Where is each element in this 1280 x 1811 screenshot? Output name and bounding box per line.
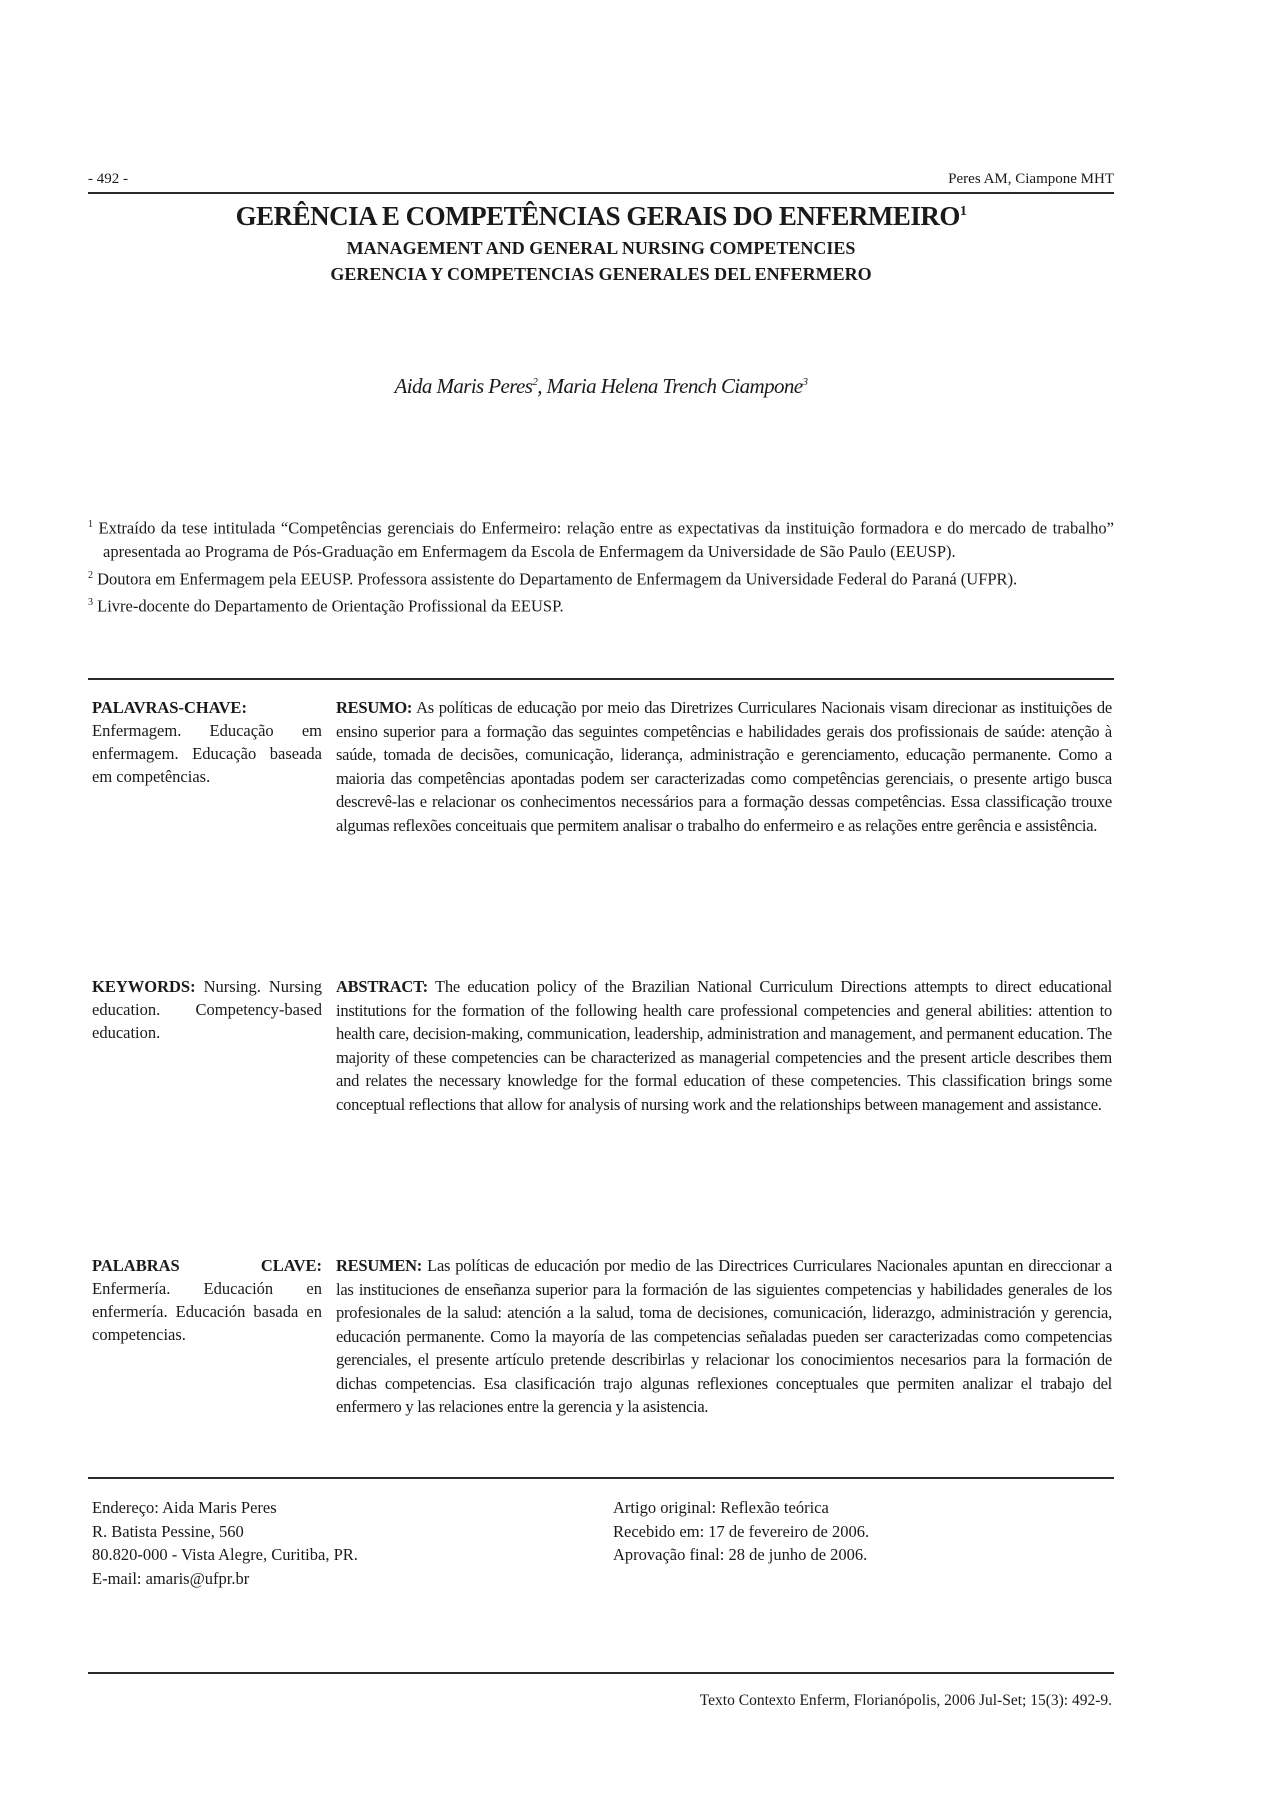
- footnote-text: Livre-docente do Departamento de Orientação Profissional da EEUSP.: [97, 596, 564, 616]
- approval-date: Aprovação final: 28 de junho de 2006.: [613, 1545, 868, 1564]
- section-divider: [88, 678, 1114, 680]
- correspondence-address: [92, 1496, 358, 1590]
- author-1-marker: 2: [532, 376, 538, 388]
- footnote: [88, 564, 1114, 591]
- abstract-es-label: RESUMEN:: [336, 1256, 423, 1275]
- journal-citation: Texto Contexto Enferm, Florianópolis, 2006 Jul-Set; 15(3): 492-9.: [699, 1692, 1112, 1709]
- author-1: Aida Maris Peres: [394, 374, 533, 398]
- footnote-text: Extraído da tese intitulada “Competências gerenciais do Enfermeiro: relação entre as expectativas da instituição formadora e do mercado de trabalho” apresentada ao Programa de Pós-Graduação em Enfermagem da Escola de Enfermagem da Universidade de São Paulo (EEUSP).: [98, 518, 1114, 561]
- keywords-es: [92, 1254, 322, 1346]
- email-line: E-mail: amaris@ufpr.br: [92, 1568, 250, 1588]
- abstract-pt: [336, 696, 1112, 837]
- author-line: [88, 374, 1114, 399]
- abstract-en-label: ABSTRACT:: [336, 977, 428, 996]
- address-line: R. Batista Pessine, 560: [92, 1521, 244, 1541]
- author-separator: ,: [537, 374, 547, 398]
- header-rule: [88, 192, 1114, 194]
- article-title: [88, 201, 1114, 232]
- keywords-en: [92, 975, 322, 1044]
- footnote-marker: 1: [88, 519, 93, 530]
- footnotes: [88, 513, 1114, 619]
- article-title-text: GERÊNCIA E COMPETÊNCIAS GERAIS DO ENFERMEIRO: [235, 201, 960, 231]
- keywords-pt-text: Enfermagem. Educação em enfermagem. Educação baseada em competências.: [92, 721, 322, 786]
- abstract-es-text: Las políticas de educación por medio de las Directrices Curriculares Nacionales apuntan en direccionar a las instituciones de enseñanza superior para la formación de las siguientes competencias y habilidades generales de los profesionales de la salud: atención a la salud, toma de decisiones, comunicación, liderazgo, administración y gerencia, educación permanente. Como la mayoría de las competencias señaladas pueden ser caracterizadas como competencias gerenciales, el presente artículo pretende describirlas y relacionar los conocimientos necesarios para la formación de dichas competencias. Esa clasificación trajo algunas reflexiones conceptuales que permiten analizar el trabajo del enfermero y las relaciones entre la gerencia y la asistencia.: [336, 1256, 1112, 1416]
- address-line: Endereço: Aida Maris Peres: [92, 1498, 277, 1517]
- article-info: [613, 1496, 869, 1567]
- keywords-pt-label: PALAVRAS-CHAVE:: [92, 698, 247, 717]
- abstract-en-text: The education policy of the Brazilian National Curriculum Directions attempts to direct educational institutions for the formation of the following health care professional competencies and general abilities: attention to health care, decision-making, communication, leadership, administration and management, and permanent education. The majority of these competencies can be characterized as managerial competencies and the present article describes them and relates the necessary knowledge for the formal education of these competencies. This classification brings some conceptual reflections that allow for analysis of nursing work and the relationships between management and assistance.: [336, 977, 1112, 1114]
- page-number: - 492 -: [88, 171, 128, 187]
- author-2: Maria Helena Trench Ciampone: [546, 374, 803, 398]
- keywords-es-text: Enfermería. Educación en enfermería. Educación basada en competencias.: [92, 1279, 322, 1344]
- keywords-en-text: Nursing. Nursing education. Competency-based education.: [92, 977, 322, 1042]
- keywords-pt: [92, 696, 322, 788]
- footnote: [88, 513, 1114, 563]
- footnote-marker: 3: [88, 597, 93, 608]
- address-line: 80.820-000 - Vista Alegre, Curitiba, PR.: [92, 1545, 358, 1564]
- title-english: MANAGEMENT AND GENERAL NURSING COMPETENCIES: [346, 238, 856, 258]
- footnote-text: Doutora em Enfermagem pela EEUSP. Professora assistente do Departamento de Enfermagem da Universidade Federal do Paraná (UFPR).: [97, 569, 1018, 588]
- keywords-en-label: KEYWORDS:: [92, 977, 196, 996]
- running-head: Peres AM, Ciampone MHT: [948, 171, 1114, 187]
- abstract-es: [336, 1254, 1112, 1419]
- abstract-pt-text: As políticas de educação por meio das Diretrizes Curriculares Nacionais visam direcionar as instituições de ensino superior para a formação das seguintes competências e habilidades gerais dos profissionais de saúde: atenção à saúde, tomada de decisões, comunicação, liderança, administração e gerenciamento, educação permanente. Como a maioria das competências apontadas podem ser caracterizadas como competências gerenciais, o presente artigo busca descrevê-las e relacionar os conhecimentos necessários para a formação dessas competências. Essa classificação trouxe algumas reflexões conceituais que permitem analisar o trabalho do enfermeiro e as relações entre gerência e assistência.: [336, 698, 1112, 835]
- keywords-es-label: PALABRAS CLAVE:: [92, 1256, 322, 1275]
- footnote-marker: 2: [88, 569, 93, 581]
- author-2-marker: 3: [802, 376, 808, 388]
- abstract-en: [336, 975, 1112, 1116]
- title-footnote-marker: 1: [959, 204, 967, 219]
- article-type: Artigo original: Reflexão teórica: [613, 1498, 829, 1517]
- section-divider: [88, 1477, 1114, 1479]
- title-spanish: GERENCIA Y COMPETENCIAS GENERALES DEL ENFERMERO: [330, 264, 872, 284]
- received-date: Recebido em: 17 de fevereiro de 2006.: [613, 1521, 870, 1541]
- abstract-pt-label: RESUMO:: [336, 698, 413, 717]
- footnote: [88, 591, 1114, 618]
- footer-rule: [88, 1672, 1114, 1674]
